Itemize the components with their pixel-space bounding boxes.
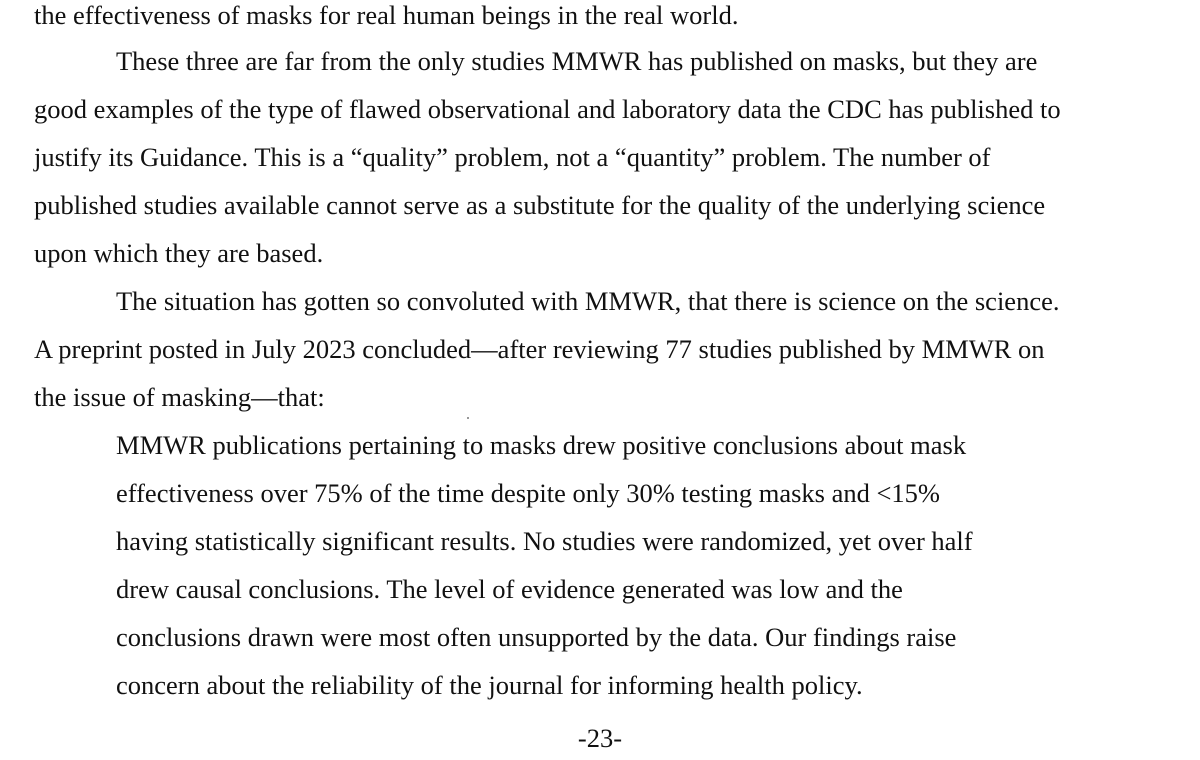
quote-line: drew causal conclusions. The level of evidence generated was low and the	[116, 574, 903, 604]
body-line: good examples of the type of flawed observational and laboratory data the CDC has published to	[34, 94, 1061, 124]
body-line: the issue of masking—that:	[34, 382, 325, 412]
body-line: published studies available cannot serve as a substitute for the quality of the underlying science	[34, 190, 1046, 220]
quote-line: concern about the reliability of the journal for informing health policy.	[116, 670, 863, 700]
quote-line: effectiveness over 75% of the time despite only 30% testing masks and <15%	[116, 478, 940, 508]
quote-line: having statistically significant results. No studies were randomized, yet over half	[116, 526, 973, 556]
body-line: A preprint posted in July 2023 concluded—after reviewing 77 studies published by MMWR on	[34, 334, 1045, 364]
scan-speck	[467, 417, 469, 419]
page-number: -23-	[577, 723, 623, 753]
body-line: upon which they are based.	[34, 238, 324, 268]
body-line: These three are far from the only studies MMWR has published on masks, but they are	[116, 46, 1038, 76]
body-line: The situation has gotten so convoluted with MMWR, that there is science on the science.	[116, 286, 1060, 316]
quote-line: MMWR publications pertaining to masks drew positive conclusions about mask	[116, 430, 967, 460]
quote-line: conclusions drawn were most often unsupported by the data. Our findings raise	[116, 622, 957, 652]
body-line: the effectiveness of masks for real human beings in the real world.	[34, 0, 739, 30]
body-line: justify its Guidance. This is a “quality” problem, not a “quantity” problem. The number of	[34, 142, 991, 172]
